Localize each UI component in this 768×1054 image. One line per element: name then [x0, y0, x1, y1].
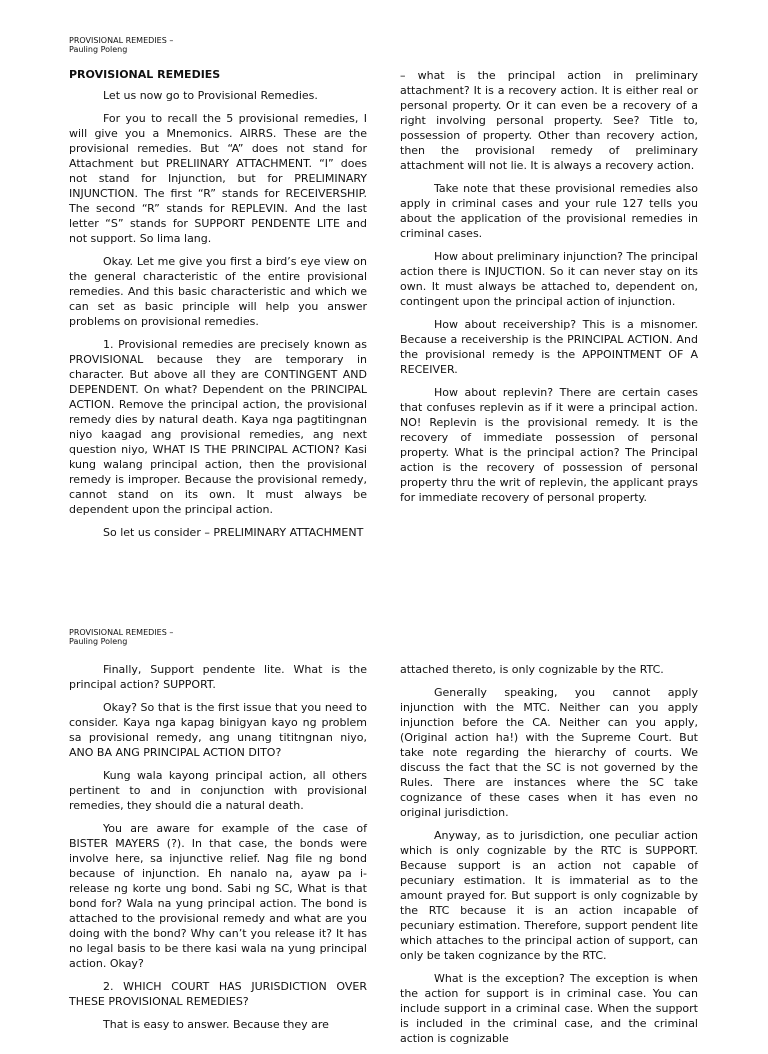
paragraph: Anyway, as to jurisdiction, one peculiar action which is only cognizable by the RTC is SUPPORT. Because support is an action not capable of pecuniary estimation. It is immaterial as to the amount prayed for. But support is only cognizable by the RTC because it is an action incapable of pecuniary estimation. Therefore, support pendent lite which attaches to the principal action of support, can only be taken cognizance by the RTC. [400, 829, 698, 962]
paragraph: 1. Provisional remedies are precisely known as PROVISIONAL because they are temporary in character. But above all they are CONTINGENT AND DEPENDENT. On what? Dependent on the PRINCIPAL ACTION. Remove the principal action, the provisional remedy dies by natural death. Kaya nga pagtitingnan niyo kaagad ang provisional remedies, ang next question niyo, WHAT IS THE PRINCIPAL ACTION? Kasi kung walang principal action, then the provisional remedy is improper. Because the provisional remedy, cannot stand on its own. It must always be dependent upon the principal action. [69, 338, 367, 516]
header-author: Pauling Poleng [69, 45, 128, 54]
left-column [69, 68, 367, 548]
running-header [69, 36, 173, 54]
paragraph: How about receivership? This is a misnomer. Because a receivership is the PRINCIPAL ACTION. And the provisional remedy is the APPOINTMENT OF A RECEIVER. [400, 318, 698, 376]
paragraph: – what is the principal action in preliminary attachment? It is a recovery action. It is either real or personal property. Or it can even be a recovery of a right involving personal property. See? Title to, possession of property. Other than recovery action, then the provisional remedy of preliminary attachment will not lie. It is always a recovery action. [400, 69, 698, 172]
right-column [400, 68, 698, 513]
paragraph: Finally, Support pendente lite. What is the principal action? SUPPORT. [69, 663, 367, 691]
left-column [69, 662, 367, 1040]
paragraph: Take note that these provisional remedies also apply in criminal cases and your rule 127 tells you about the application of the provisional remedies in criminal cases. [400, 182, 698, 240]
paragraph: How about preliminary injunction? The principal action there is INJUCTION. So it can never stay on its own. It must always be attached to, dependent on, contingent upon the principal action of injunction. [400, 250, 698, 308]
paragraph: Okay. Let me give you first a bird’s eye view on the general characteristic of the entire provisional remedies. And this basic characteristic and which we can set as basic principle will help you answer problems on provisional remedies. [69, 255, 367, 328]
running-header [69, 628, 173, 646]
paragraph: That is easy to answer. Because they are [103, 1018, 329, 1031]
right-column [400, 662, 698, 1054]
paragraph: Okay? So that is the first issue that you need to consider. Kaya nga kapag binigyan kayo ng problem sa provisional remedy, ang unang tititngnan niyo, ANO BA ANG PRINCIPAL ACTION DITO? [69, 701, 367, 759]
paragraph: You are aware for example of the case of BISTER MAYERS (?). In that case, the bonds were involve here, sa injunctive relief. Nag file ng bond because of injunction. Eh nanalo na, ayaw pa i-release ng korte ung bond. Sabi ng SC, What is that bond for? Wala na yung principal action. The bond is attached to the provisional remedy and what are you doing with the bond? Why can’t you release it? It has no legal basis to be there kasi wala na yung principal action. Okay? [69, 822, 367, 970]
header-title: PROVISIONAL REMEDIES – [69, 628, 174, 637]
paragraph: For you to recall the 5 provisional remedies, I will give you a Mnemonics. AIRRS. These are the provisional remedies. But “A” does not stand for Attachment but PRELIINARY ATTACHMENT. “I” does not stand for Injunction, but for PRELIMINARY INJUNCTION. The first “R” stands for RECEIVERSHIP. The second “R” stands for REPLEVIN. And the last letter “S” stands for SUPPORT PENDENTE LITE and not support. So lima lang. [69, 112, 367, 245]
paragraph: How about replevin? There are certain cases that confuses replevin as if it were a principal action. NO! Replevin is the provisional remedy. It is the recovery of immediate possession of personal property. What is the principal action? The Principal action is the recovery of possession of personal property thru the writ of replevin, the applicant prays for immediate recovery of personal property. [400, 386, 698, 504]
paragraph: Generally speaking, you cannot apply injunction with the MTC. Neither can you apply injunction before the CA. Neither can you apply, (Original action ha!) with the Supreme Court. But take note regarding the hierarchy of courts. We discuss the fact that the SC is not governed by the Rules. There are instances where the SC take cognizance of these cases when it has even no original jurisdiction. [400, 686, 698, 819]
header-title: PROVISIONAL REMEDIES – [69, 36, 174, 45]
paragraph: attached thereto, is only cognizable by the RTC. [400, 663, 664, 676]
document-page-2 [0, 600, 768, 1045]
paragraph: 2. WHICH COURT HAS JURISDICTION OVER THESE PROVISIONAL REMEDIES? [69, 980, 367, 1008]
header-author: Pauling Poleng [69, 637, 128, 646]
paragraph: What is the exception? The exception is when the action for support is in criminal case. You can include support in a criminal case. When the support is included in the criminal case, and the criminal action is cognizable [400, 972, 698, 1045]
paragraph: Kung wala kayong principal action, all others pertinent to and in conjunction with provisional remedies, they should die a natural death. [69, 769, 367, 812]
paragraph: So let us consider – PRELIMINARY ATTACHMENT [103, 526, 364, 539]
section-heading: PROVISIONAL REMEDIES [69, 68, 221, 81]
paragraph: Let us now go to Provisional Remedies. [103, 89, 318, 102]
